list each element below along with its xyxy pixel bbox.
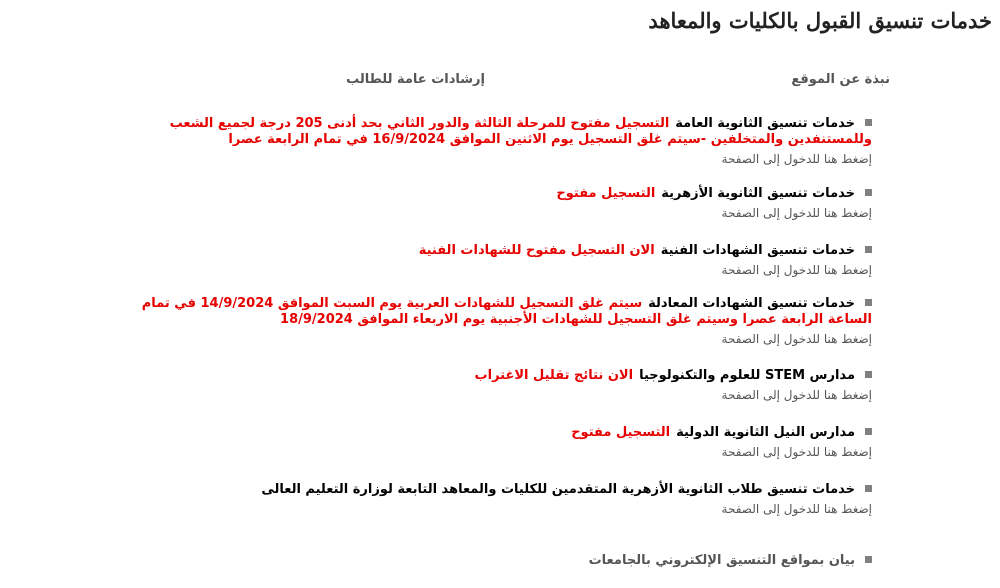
- service-title[interactable]: خدمات تنسيق الثانوية الأزهرية: [661, 186, 855, 201]
- enter-page-link[interactable]: إضغط هنا للدخول إلى الصفحة: [721, 152, 872, 166]
- enter-page-link[interactable]: إضغط هنا للدخول إلى الصفحة: [721, 332, 872, 346]
- universities-sites-label: بيان بمواقع التنسيق الإلكتروني بالجامعات: [588, 553, 855, 568]
- enter-page-link[interactable]: إضغط هنا للدخول إلى الصفحة: [721, 388, 872, 402]
- service-title[interactable]: خدمات تنسيق الثانوية العامة: [675, 116, 855, 131]
- service-status: الان نتائج تقليل الاغتراب: [474, 368, 634, 383]
- service-status: التسجيل مفتوح: [556, 186, 656, 201]
- service-title[interactable]: خدمات تنسيق الشهادات الفنية: [660, 243, 855, 258]
- service-title[interactable]: خدمات تنسيق الشهادات المعادلة: [648, 296, 855, 311]
- service-status: الان التسجيل مفتوح للشهادات الفنية: [418, 243, 655, 258]
- bullet-icon: [865, 371, 872, 378]
- service-item-technical-certificates: [102, 243, 872, 277]
- service-title[interactable]: مدارس STEM للعلوم والتكنولوجيا: [639, 368, 855, 383]
- bullet-icon: [865, 299, 872, 306]
- service-status: سيتم غلق التسجيل للشهادات العربية يوم السبت الموافق 14/9/2024 في تمام الساعة الرابعة عصرا وسيتم غلق التسجيل للشهادات الأجنبية يوم الاربعاء الموافق 18/9/2024: [141, 296, 872, 327]
- service-title[interactable]: مدارس النيل الثانوية الدولية: [676, 425, 855, 440]
- bullet-icon: [865, 485, 872, 492]
- service-title[interactable]: خدمات تنسيق طلاب الثانوية الأزهرية المتقدمين للكليات والمعاهد التابعة لوزارة التعليم العالى: [261, 482, 855, 497]
- service-item-azhar-secondary: [102, 186, 872, 220]
- service-status: التسجيل مفتوح: [571, 425, 671, 440]
- bullet-icon: [865, 428, 872, 435]
- page-title: خدمات تنسيق القبول بالكليات والمعاهد: [648, 8, 992, 33]
- bullet-icon: [865, 119, 872, 126]
- enter-page-link[interactable]: إضغط هنا للدخول إلى الصفحة: [721, 206, 872, 220]
- tab-student-guidance[interactable]: إرشادات عامة للطالب: [346, 72, 485, 87]
- service-item-nile-schools: [102, 425, 872, 459]
- bullet-icon: [865, 246, 872, 253]
- bullet-icon: [865, 189, 872, 196]
- service-item-equivalent-certificates: [102, 296, 872, 346]
- universities-sites-link[interactable]: [589, 553, 872, 568]
- tab-about-site[interactable]: نبذة عن الموقع: [791, 72, 890, 87]
- service-status: التسجيل مفتوح للمرحلة الثالثة والدور الثاني بحد أدنى 205 درجة لجميع الشعب وللمستنفدين والمتخلفين -سيتم غلق التسجيل يوم الاثنين الموافق 16/9/2024 في تمام الرابعة عصرا: [169, 116, 872, 147]
- service-item-general-secondary: [102, 116, 872, 166]
- bullet-icon: [865, 556, 872, 563]
- service-item-stem-schools: [102, 368, 872, 402]
- enter-page-link[interactable]: إضغط هنا للدخول إلى الصفحة: [721, 263, 872, 277]
- enter-page-link[interactable]: إضغط هنا للدخول إلى الصفحة: [721, 502, 872, 516]
- enter-page-link[interactable]: إضغط هنا للدخول إلى الصفحة: [721, 445, 872, 459]
- service-item-azhar-applicants: [102, 482, 872, 516]
